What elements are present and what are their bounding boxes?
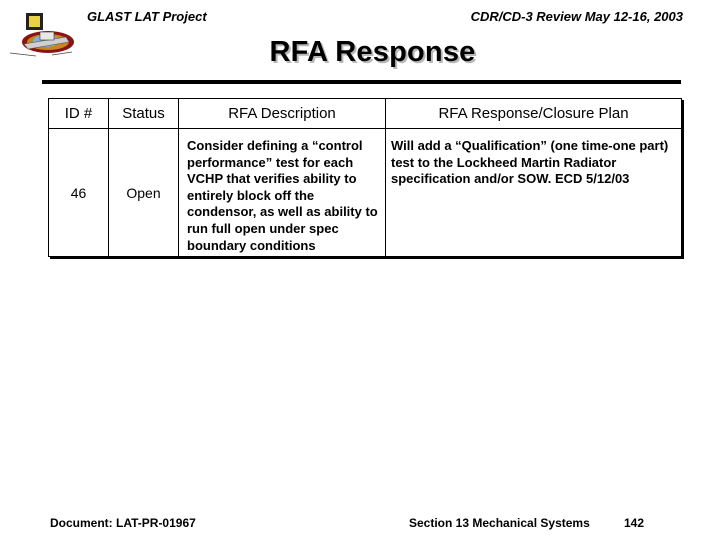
rfa-status: Open xyxy=(109,129,179,257)
project-name: GLAST LAT Project xyxy=(87,9,207,24)
title-rule xyxy=(42,80,681,84)
footer-document: Document: LAT-PR-01967 xyxy=(50,516,196,530)
rfa-table xyxy=(48,98,682,257)
col-header-status: Status xyxy=(109,99,179,129)
col-header-id: ID # xyxy=(49,99,109,129)
col-header-description: RFA Description xyxy=(179,99,386,129)
review-date: CDR/CD-3 Review May 12-16, 2003 xyxy=(470,9,683,24)
table-row xyxy=(49,129,682,257)
rfa-description: Consider defining a “control performance” test for each VCHP that verifies ability to entirely block off the condensor, as well as ability to run full open under spec boundary conditions xyxy=(179,129,386,257)
rfa-response: Will add a “Qualification” (one time-one part) test to the Lockheed Martin Radiator specification and/or SOW. ECD 5/12/03 xyxy=(386,129,682,257)
footer-section: Section 13 Mechanical Systems xyxy=(409,516,590,530)
col-header-response: RFA Response/Closure Plan xyxy=(386,99,682,129)
table-header-row xyxy=(49,99,682,129)
rfa-id: 46 xyxy=(49,129,109,257)
page-number: 142 xyxy=(624,516,645,530)
slide-title: RFA Response xyxy=(269,36,476,68)
